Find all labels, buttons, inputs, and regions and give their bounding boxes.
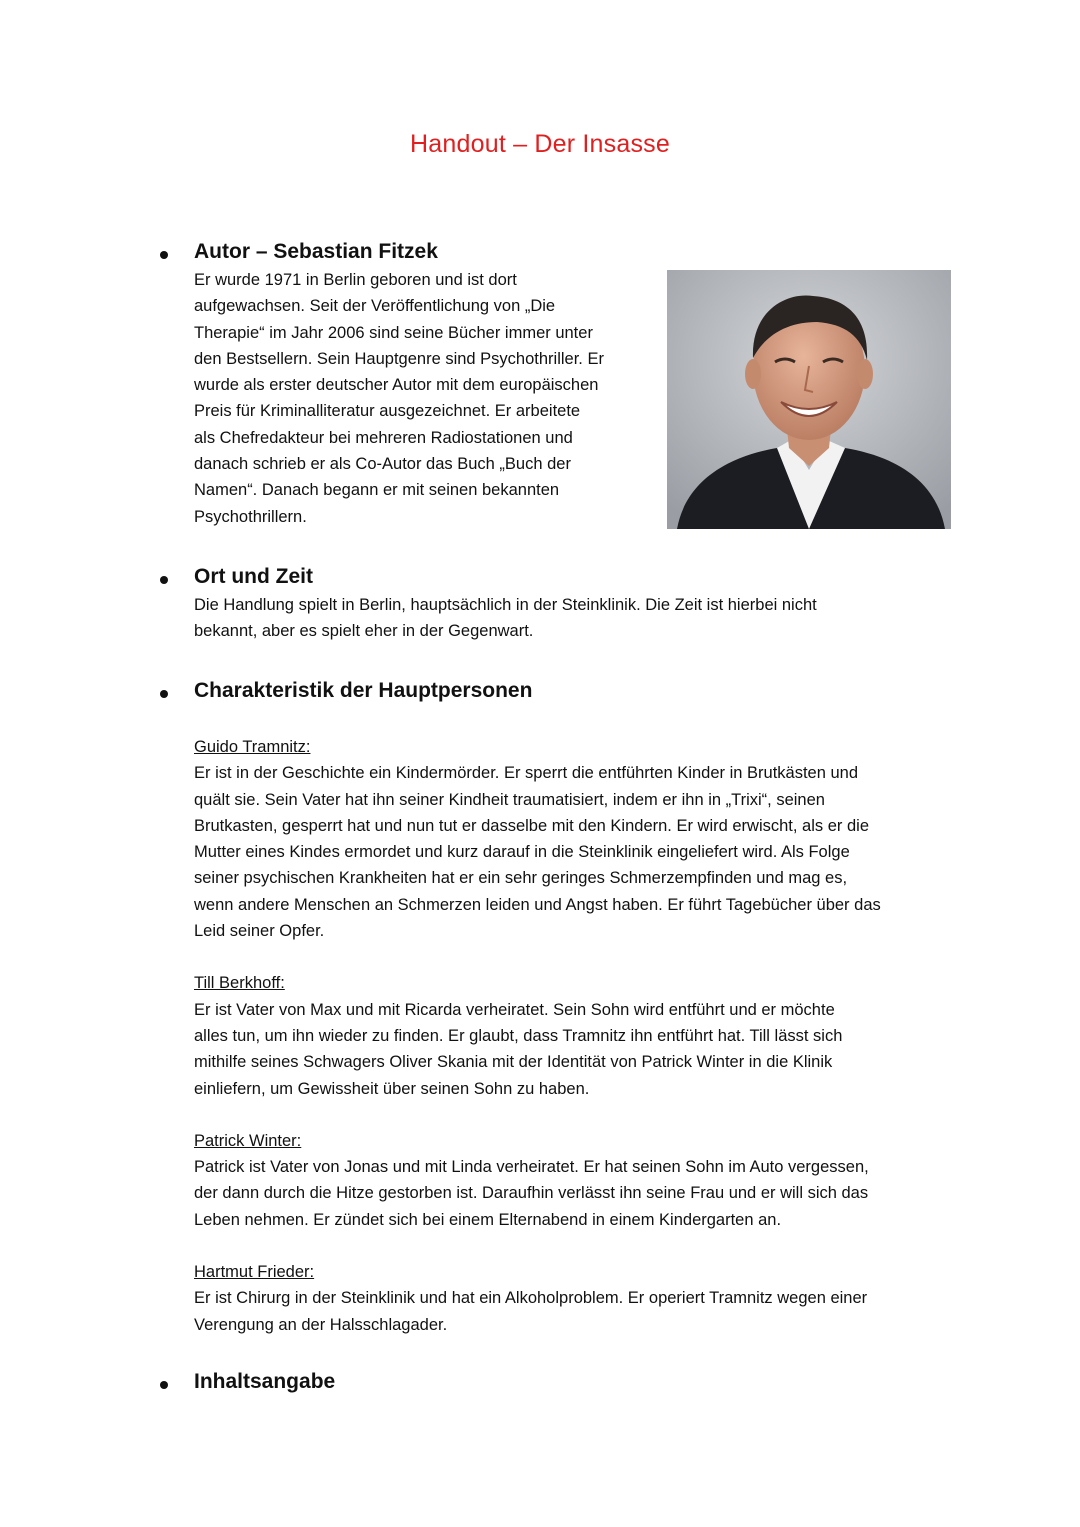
- bullet-icon: [160, 576, 168, 584]
- character-text-till: [194, 997, 960, 1102]
- section-heading-inhalt: Inhaltsangabe: [194, 1370, 336, 1393]
- character-name-till: Till Berkhoff:: [194, 974, 285, 993]
- autor-text: [194, 267, 664, 530]
- section-heading-autor: Autor – Sebastian Fitzek: [194, 240, 438, 263]
- text-line: Mutter eines Kindes ermordet und kurz darauf in die Steinklinik eingeliefert wird. Als Folge: [194, 843, 850, 862]
- text-line: Namen“. Danach begann er mit seinen bekannten: [194, 481, 560, 500]
- text-line: Patrick ist Vater von Jonas und mit Linda verheiratet. Er hat seinen Sohn im Auto vergessen,: [194, 1158, 869, 1177]
- text-line: Verengung an der Halsschlagader.: [194, 1315, 448, 1334]
- text-line: wenn andere Menschen an Schmerzen leiden und Angst haben. Er führt Tagebücher über das: [194, 895, 881, 914]
- text-line: Psychothrillern.: [194, 507, 307, 526]
- text-line: wurde als erster deutscher Autor mit dem europäischen: [194, 376, 599, 395]
- author-portrait-icon: [667, 270, 951, 529]
- character-name-patrick: Patrick Winter:: [194, 1131, 302, 1150]
- text-line: Die Handlung spielt in Berlin, hauptsächlich in der Steinklinik. Die Zeit ist hierbei nicht: [194, 596, 817, 614]
- page-title: Handout – Der Insasse: [410, 130, 670, 158]
- text-line: Er ist in der Geschichte ein Kindermörder. Er sperrt die entführten Kinder in Brutkästen und: [194, 764, 859, 783]
- text-line: aufgewachsen. Seit der Veröffentlichung von „Die: [194, 297, 556, 316]
- character-name-guido: Guido Tramnitz:: [194, 738, 311, 756]
- text-line: mithilfe seines Schwagers Oliver Skania mit der Identität von Patrick Winter in die Klinik: [194, 1053, 833, 1072]
- character-name-hartmut: Hartmut Frieder:: [194, 1263, 315, 1282]
- text-line: Leid seiner Opfer.: [194, 922, 325, 941]
- text-line: Er wurde 1971 in Berlin geboren und ist dort: [194, 271, 517, 289]
- text-line: den Bestsellern. Sein Hauptgenre sind Psychothriller. Er: [194, 349, 604, 368]
- bullet-icon: [160, 1381, 168, 1389]
- section-inhaltsangabe: [160, 1367, 960, 1397]
- bullet-icon: [160, 251, 168, 259]
- text-line: seiner psychischen Krankheiten hat er ein sehr geringes Schmerzempfinden und mag es,: [194, 869, 848, 888]
- text-line: bekannt, aber es spielt eher in der Gegenwart.: [194, 622, 534, 641]
- section-heading-charakteristik: Charakteristik der Hauptpersonen: [194, 679, 533, 702]
- ort-text: [194, 592, 960, 645]
- text-line: einliefern, um Gewissheit über seinen Sohn zu haben.: [194, 1079, 590, 1098]
- bullet-icon: [160, 690, 168, 698]
- text-line: danach schrieb er als Co-Autor das Buch „Buch der: [194, 455, 571, 474]
- section-ort-zeit: [160, 562, 960, 645]
- text-line: als Chefredakteur bei mehreren Radiostationen und: [194, 428, 573, 447]
- text-line: Brutkasten, gesperrt hat und nun tut er dasselbe mit den Kindern. Er wird erwischt, als er die: [194, 816, 870, 835]
- text-line: quält sie. Sein Vater hat ihn seiner Kindheit traumatisiert, indem er ihn in „Trixi“, seinen: [194, 790, 825, 809]
- text-line: Preis für Kriminalliteratur ausgezeichnet. Er arbeitete: [194, 402, 581, 421]
- section-heading-ort: Ort und Zeit: [194, 565, 313, 588]
- author-photo: [667, 270, 951, 529]
- text-line: Er ist Vater von Max und mit Ricarda verheiratet. Sein Sohn wird entführt und er möchte: [194, 1000, 835, 1019]
- character-text-guido: [194, 760, 960, 944]
- character-text-patrick: [194, 1154, 960, 1233]
- character-text-hartmut: [194, 1285, 960, 1338]
- text-line: alles tun, um ihn wieder zu finden. Er glaubt, dass Tramnitz ihn entführt hat. Till lässt sich: [194, 1026, 843, 1045]
- text-line: Therapie“ im Jahr 2006 sind seine Bücher immer unter: [194, 323, 593, 342]
- text-line: Leben nehmen. Er zündet sich bei einem Elternabend in einem Kindergarten an.: [194, 1210, 782, 1229]
- section-charakteristik: [160, 676, 960, 1338]
- text-line: Er ist Chirurg in der Steinklinik und hat ein Alkoholproblem. Er operiert Tramnitz wegen einer: [194, 1289, 868, 1308]
- text-line: der dann durch die Hitze gestorben ist. Daraufhin verlässt ihn seine Frau und er will sich das: [194, 1184, 869, 1203]
